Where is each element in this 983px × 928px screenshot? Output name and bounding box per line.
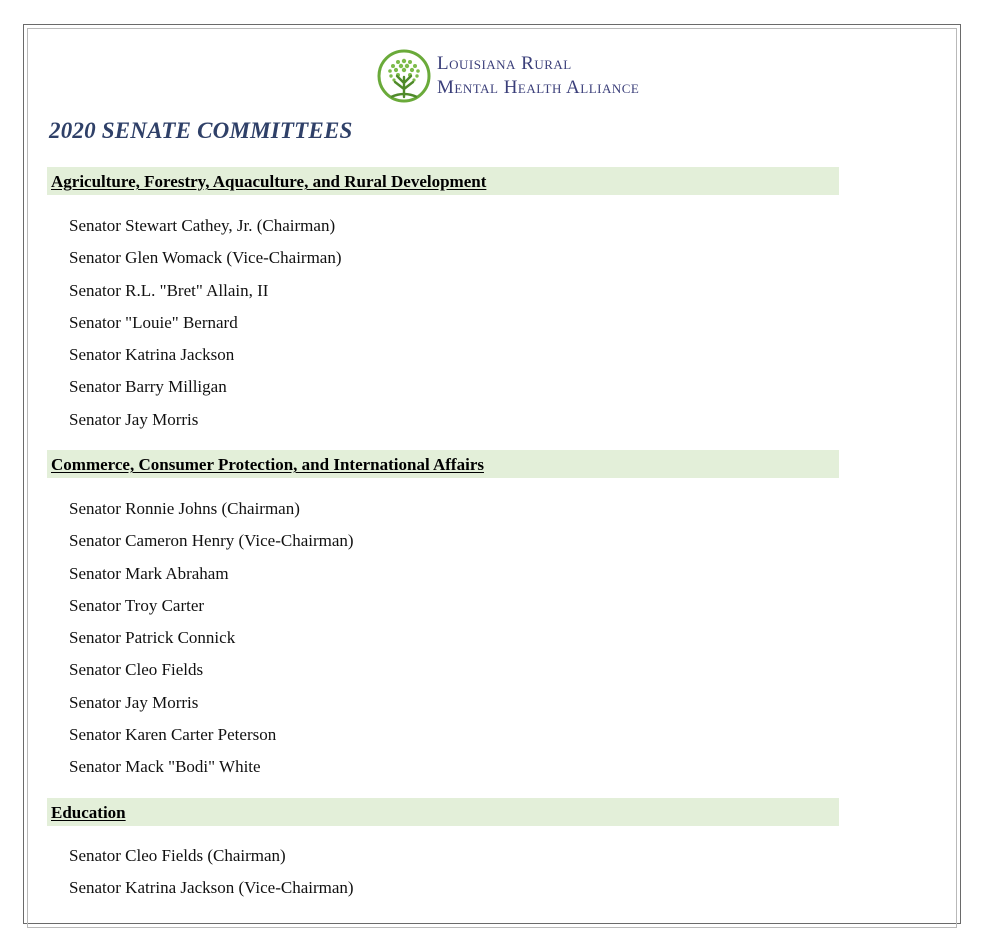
member-item: Senator Jay Morris bbox=[69, 409, 199, 429]
member-item: Senator Cleo Fields (Chairman) bbox=[69, 846, 286, 865]
member-item: Senator Patrick Connick bbox=[69, 628, 236, 648]
member-item: Senator R.L. "Bret" Allain, II bbox=[69, 280, 269, 300]
committee-header-commerce bbox=[47, 450, 839, 478]
member-item: Senator Glen Womack (Vice-Chairman) bbox=[69, 248, 342, 268]
logo-line-2: Mental Health Alliance bbox=[437, 77, 640, 98]
member-item: Senator Mark Abraham bbox=[69, 563, 229, 583]
member-item: Senator Cameron Henry (Vice-Chairman) bbox=[69, 531, 354, 551]
tree-icon bbox=[377, 47, 433, 105]
committee-header-agriculture bbox=[47, 167, 839, 195]
member-item: Senator Katrina Jackson (Vice-Chairman) bbox=[69, 878, 354, 898]
committee-name: Agriculture, Forestry, Aquaculture, and Rural Development bbox=[51, 172, 487, 191]
committee-name: Education bbox=[51, 803, 126, 822]
member-item: Senator Jay Morris bbox=[69, 692, 199, 712]
member-item: Senator Katrina Jackson bbox=[69, 345, 235, 365]
member-list-commerce bbox=[69, 493, 354, 784]
member-item: Senator "Louie" Bernard bbox=[69, 312, 238, 332]
member-item: Senator Barry Milligan bbox=[69, 377, 227, 397]
member-item: Senator Cleo Fields bbox=[69, 660, 204, 680]
member-item: Senator Mack "Bodi" White bbox=[69, 757, 261, 777]
page-title: 2020 SENATE COMMITTEES bbox=[49, 118, 353, 143]
committee-header-education bbox=[47, 798, 839, 826]
logo bbox=[377, 47, 639, 105]
member-item: Senator Karen Carter Peterson bbox=[69, 725, 277, 745]
member-item: Senator Troy Carter bbox=[69, 595, 205, 615]
member-list-education bbox=[69, 840, 354, 905]
logo-line-1: Louisiana Rural bbox=[437, 53, 572, 74]
member-list-agriculture bbox=[69, 210, 342, 436]
member-item: Senator Stewart Cathey, Jr. (Chairman) bbox=[69, 216, 336, 235]
committee-name: Commerce, Consumer Protection, and International Affairs bbox=[51, 455, 484, 474]
member-item: Senator Ronnie Johns (Chairman) bbox=[69, 499, 300, 518]
logo-wordmark bbox=[437, 52, 639, 100]
